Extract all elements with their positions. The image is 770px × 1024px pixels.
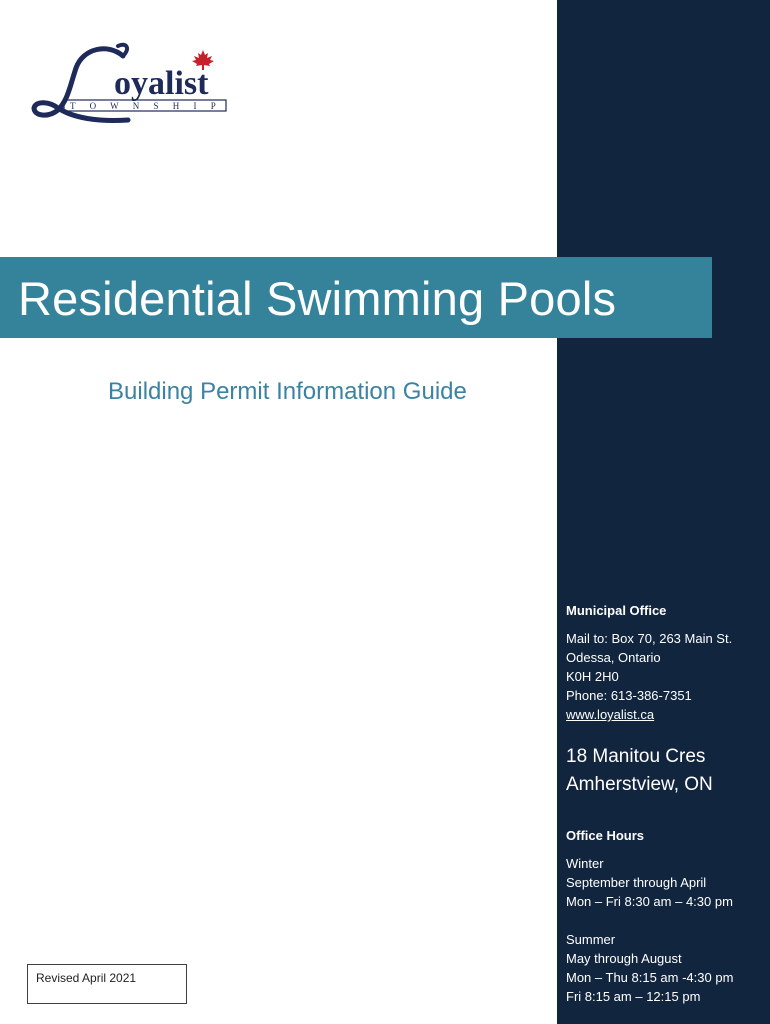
location-line: 18 Manitou Cres <box>566 746 706 767</box>
title-band <box>0 257 712 338</box>
summer-hours <box>566 930 733 1006</box>
revised-date-box <box>27 964 187 1004</box>
hours-line: May through August <box>566 951 682 966</box>
hours-line: Summer <box>566 932 616 947</box>
document-title: Residential Swimming Pools <box>18 272 617 325</box>
address-block <box>566 629 732 724</box>
location-line: Amherstview, ON <box>566 774 713 795</box>
address-line: Odessa, Ontario <box>566 650 661 665</box>
website-link[interactable]: www.loyalist.ca <box>566 707 655 722</box>
logo-wordmark: oyalist <box>114 65 209 102</box>
document-subtitle: Building Permit Information Guide <box>108 378 467 405</box>
municipal-office-heading: Municipal Office <box>566 603 667 618</box>
logo-tagline: T O W N S H I P <box>70 101 222 111</box>
hours-line: Fri 8:15 am – 12:15 pm <box>566 989 701 1004</box>
phone-line: Phone: 613-386-7351 <box>566 688 692 703</box>
hours-line: Mon – Fri 8:30 am – 4:30 pm <box>566 894 733 909</box>
address-line: K0H 2H0 <box>566 669 619 684</box>
address-line: Mail to: Box 70, 263 Main St. <box>566 631 733 646</box>
loyalist-township-logo <box>28 38 233 128</box>
winter-hours <box>566 854 733 911</box>
hours-line: Winter <box>566 856 604 871</box>
hours-line: Mon – Thu 8:15 am -4:30 pm <box>566 970 734 985</box>
location-block <box>566 743 713 799</box>
revised-date-text: Revised April 2021 <box>36 971 137 985</box>
office-hours-heading: Office Hours <box>566 828 645 843</box>
hours-line: September through April <box>566 875 707 890</box>
